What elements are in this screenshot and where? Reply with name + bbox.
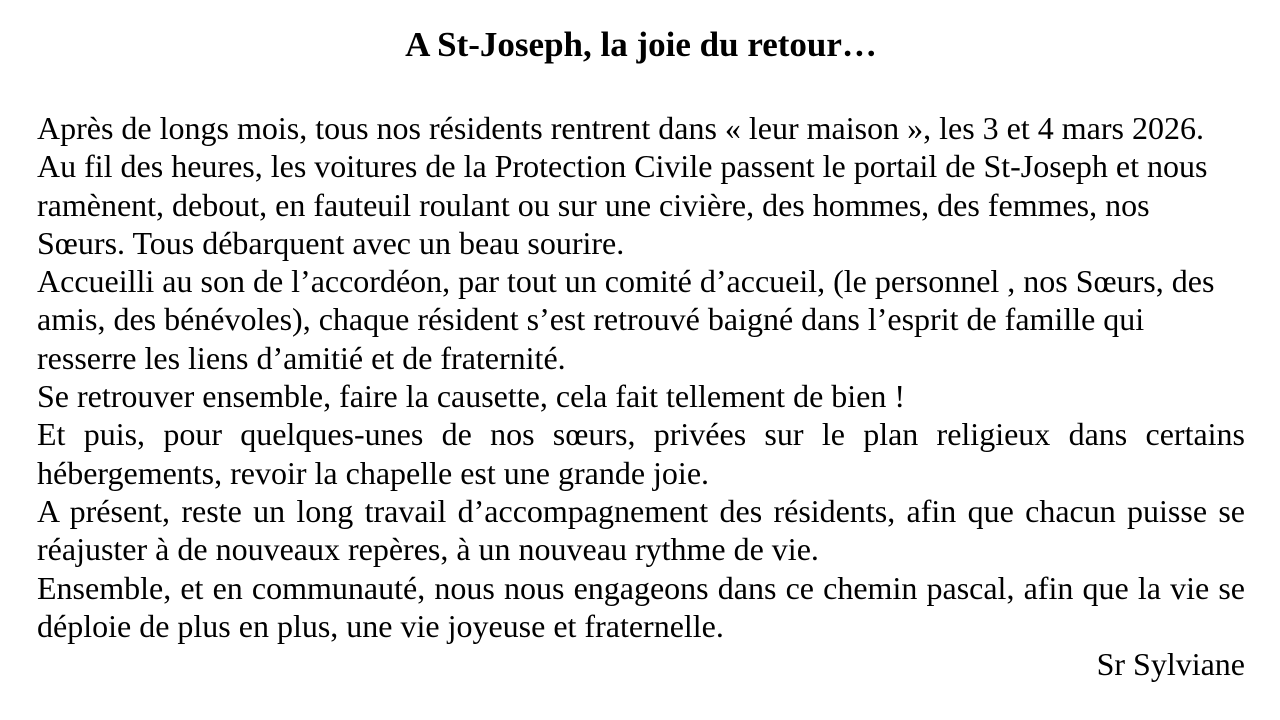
text-line: amis, des bénévoles), chaque résident s’est retrouvé baigné dans l’esprit de famille qui (37, 301, 1145, 338)
text-line: resserre les liens d’amitié et de fraternité. (37, 339, 566, 376)
paragraph-chapel (37, 415, 1245, 492)
paragraph-support (37, 492, 1245, 569)
text-line: ramènent, debout, en fauteuil roulant ou sur une civière, des hommes, des femmes, nos (37, 186, 1150, 223)
paragraph-welcome (37, 262, 1245, 377)
text-line: Accueilli au son de l’accordéon, par tout un comité d’accueil, (le personnel , nos Sœurs, des (37, 263, 1215, 300)
text-line: Sœurs. Tous débarquent avec un beau sourire. (37, 224, 625, 261)
text-line: déploie de plus en plus, une vie joyeuse et fraternelle. (37, 607, 724, 644)
text-line: hébergements, revoir la chapelle est une grande joie. (37, 454, 710, 491)
text-line: réajuster à de nouveaux repères, à un nouveau rythme de vie. (37, 531, 819, 568)
text-line: Après de longs mois, tous nos résidents rentrent dans « leur maison », les 3 et 4 mars 2026. (37, 110, 1204, 146)
article-body (37, 109, 1245, 683)
text-line: Et puis, pour quelques-unes de nos sœurs, privées sur le plan religieux dans certains (37, 416, 1245, 453)
text-line: Ensemble, et en communauté, nous nous engageons dans ce chemin pascal, afin que la vie se (37, 569, 1245, 606)
text-line: Se retrouver ensemble, faire la causette, cela fait tellement de bien ! (37, 378, 906, 415)
signature: Sr Sylviane (1096, 646, 1245, 683)
text-line: A présent, reste un long travail d’accompagnement des résidents, afin que chacun puisse se (37, 492, 1245, 529)
paragraph-arrival (37, 147, 1245, 262)
paragraph-community (37, 569, 1245, 646)
document-title: A St-Joseph, la joie du retour… (405, 25, 877, 64)
paragraph-return (37, 109, 1245, 147)
text-line: Au fil des heures, les voitures de la Protection Civile passent le portail de St-Joseph et nous (37, 148, 1208, 185)
paragraph-together (37, 377, 1245, 415)
